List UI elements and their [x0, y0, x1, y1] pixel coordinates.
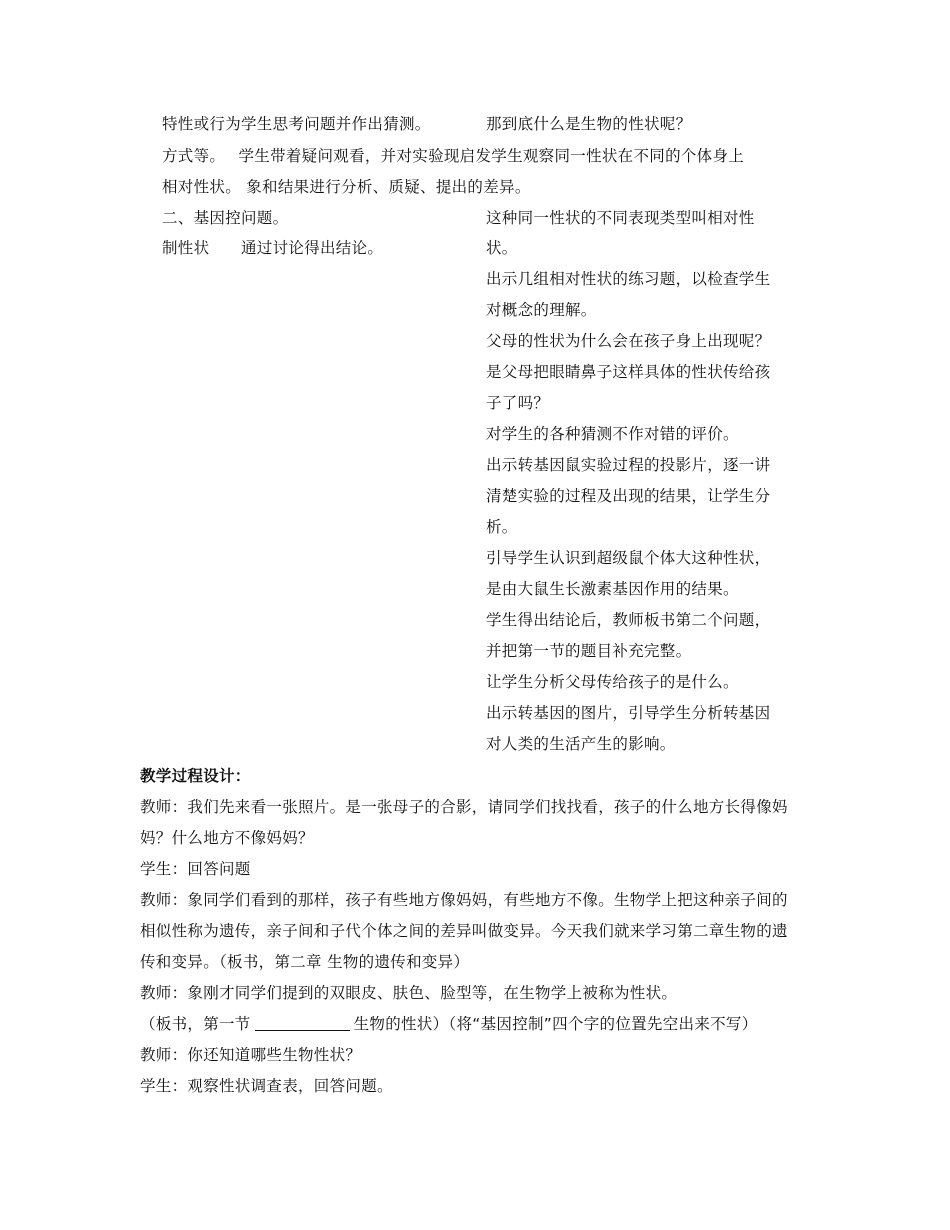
table-left-text: 制性状 通过讨论得出结论。 — [162, 239, 384, 257]
right-line: 引导学生认识到超级鼠个体大这种性状， — [486, 549, 771, 567]
right-line: 对人类的生活产生的影响。 — [486, 735, 676, 753]
right-line: 出示几组相对性状的练习题，以检查学生 — [486, 270, 771, 288]
body-line: 教师：我们先来看一张照片。是一张母子的合影，请同学们找找看，孩子的什么地方长得像妈 — [140, 798, 788, 816]
table-right-text: 那到底什么是生物的性状呢？ — [486, 115, 692, 133]
board-text-after: 生物的性状）（将“基因控制”四个字的位置先空出来不写） — [353, 1015, 758, 1033]
board-text-before: （板书，第一节 — [140, 1015, 251, 1033]
body-line: 学生：观察性状调查表，回答问题。 — [140, 1077, 393, 1095]
body-line: 妈？什么地方不像妈妈？ — [140, 829, 314, 847]
right-line: 让学生分析父母传给孩子的是什么。 — [486, 673, 739, 691]
right-line: 对学生的各种猜测不作对错的评价。 — [486, 425, 739, 443]
right-line: 是父母把眼睛鼻子这样具体的性状传给孩 — [486, 363, 771, 381]
right-line: 对概念的理解。 — [486, 301, 597, 319]
body-line: 学生：回答问题 — [140, 860, 251, 878]
body-line: 传和变异。（板书，第二章 生物的遗传和变异） — [140, 953, 470, 971]
section-title: 教学过程设计： — [140, 767, 251, 785]
blank-underline — [255, 1016, 350, 1031]
table-left-text: 相对性状。 象和结果进行分析、质疑、提出的差异。 — [162, 178, 531, 196]
body-line: 教师：你还知道哪些生物性状？ — [140, 1046, 362, 1064]
right-line: 出示转基因的图片，引导学生分析转基因 — [486, 704, 771, 722]
right-line: 并把第一节的题目补充完整。 — [486, 642, 692, 660]
table-left-text: 方式等。 学生带着疑问观看，并对实验现启发学生观察同一性状在不同的个体身上 — [162, 147, 745, 165]
body-line: 相似性称为遗传，亲子间和子代个体之间的差异叫做变异。今天我们就来学习第二章生物的遗 — [140, 922, 788, 940]
right-line: 学生得出结论后，教师板书第二个问题， — [486, 611, 771, 629]
table-right-text: 状。 — [486, 239, 518, 257]
right-line: 析。 — [486, 518, 518, 536]
body-line: 教师：象刚才同学们提到的双眼皮、肤色、脸型等，在生物学上被称为性状。 — [140, 984, 678, 1002]
right-line: 清楚实验的过程及出现的结果，让学生分 — [486, 487, 771, 505]
table-left-text: 特性或行为学生思考问题并作出猜测。 — [162, 115, 431, 133]
table-left-text: 二、基因控问题。 — [162, 209, 289, 227]
body-line: 教师：象同学们看到的那样，孩子有些地方像妈妈，有些地方不像。生物学上把这种亲子间的 — [140, 891, 788, 909]
right-line: 出示转基因鼠实验过程的投影片，逐一讲 — [486, 456, 771, 474]
right-line: 父母的性状为什么会在孩子身上出现呢？ — [486, 332, 771, 350]
right-line: 是由大鼠生长激素基因作用的结果。 — [486, 580, 739, 598]
right-line: 子了吗？ — [486, 394, 550, 412]
table-right-text: 这种同一性状的不同表现类型叫相对性 — [486, 209, 755, 227]
board-writing-line — [140, 1014, 758, 1034]
